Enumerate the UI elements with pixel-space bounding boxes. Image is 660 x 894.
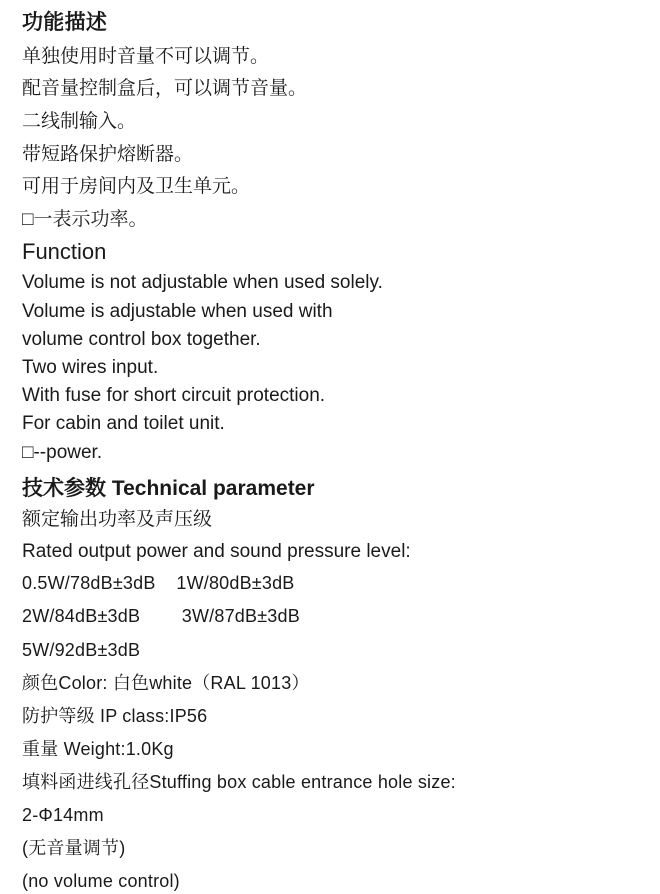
function-en-line: volume control box together. bbox=[22, 328, 261, 350]
function-cn-line: 可用于房间内及卫生单元。 bbox=[22, 176, 251, 198]
function-cn-line: 带短路保护熔断器。 bbox=[22, 143, 194, 165]
section-function-en bbox=[22, 238, 646, 466]
function-cn-line: □一表示功率。 bbox=[22, 208, 148, 230]
section-heading-function-en: Function bbox=[22, 239, 107, 265]
spec-line: 防护等级 IP class:IP56 bbox=[22, 705, 208, 726]
technical-subhead: 额定输出功率及声压级 bbox=[22, 509, 213, 531]
function-en-line: Two wires input. bbox=[22, 356, 159, 378]
function-en-line: Volume is adjustable when used with bbox=[22, 300, 333, 322]
function-cn-line: 二线制输入。 bbox=[22, 110, 137, 132]
spec-line: 5W/92dB±3dB bbox=[22, 639, 141, 660]
function-en-line: With fuse for short circuit protection. bbox=[22, 385, 326, 407]
function-cn-line: 单独使用时音量不可以调节。 bbox=[22, 45, 270, 67]
spec-line: 2-Φ14mm bbox=[22, 804, 104, 825]
spec-line: (no volume control) bbox=[22, 871, 180, 892]
spec-line: 2W/84dB±3dB 3W/87dB±3dB bbox=[22, 606, 300, 627]
function-en-line: Volume is not adjustable when used solely. bbox=[22, 272, 383, 294]
technical-subhead: Rated output power and sound pressure level: bbox=[22, 540, 411, 562]
spec-line: 重量 Weight:1.0Kg bbox=[22, 738, 174, 759]
section-function-cn bbox=[22, 10, 646, 233]
spec-line: 颜色Color: 白色white（RAL 1013） bbox=[22, 672, 310, 693]
function-cn-line: 配音量控制盒后，可以调节音量。 bbox=[22, 78, 308, 100]
function-en-line: For cabin and toilet unit. bbox=[22, 413, 225, 435]
spec-line: 填料函进线孔径Stuffing box cable entrance hole size: bbox=[22, 771, 456, 792]
spec-line: 0.5W/78dB±3dB 1W/80dB±3dB bbox=[22, 573, 295, 594]
section-technical-parameter bbox=[22, 475, 646, 894]
section-heading-function-cn: 功能描述 bbox=[22, 11, 108, 34]
section-heading-technical-parameter: 技术参数 Technical parameter bbox=[22, 476, 315, 500]
spec-line: (无音量调节) bbox=[22, 838, 126, 859]
function-en-line: □--power. bbox=[22, 441, 103, 463]
